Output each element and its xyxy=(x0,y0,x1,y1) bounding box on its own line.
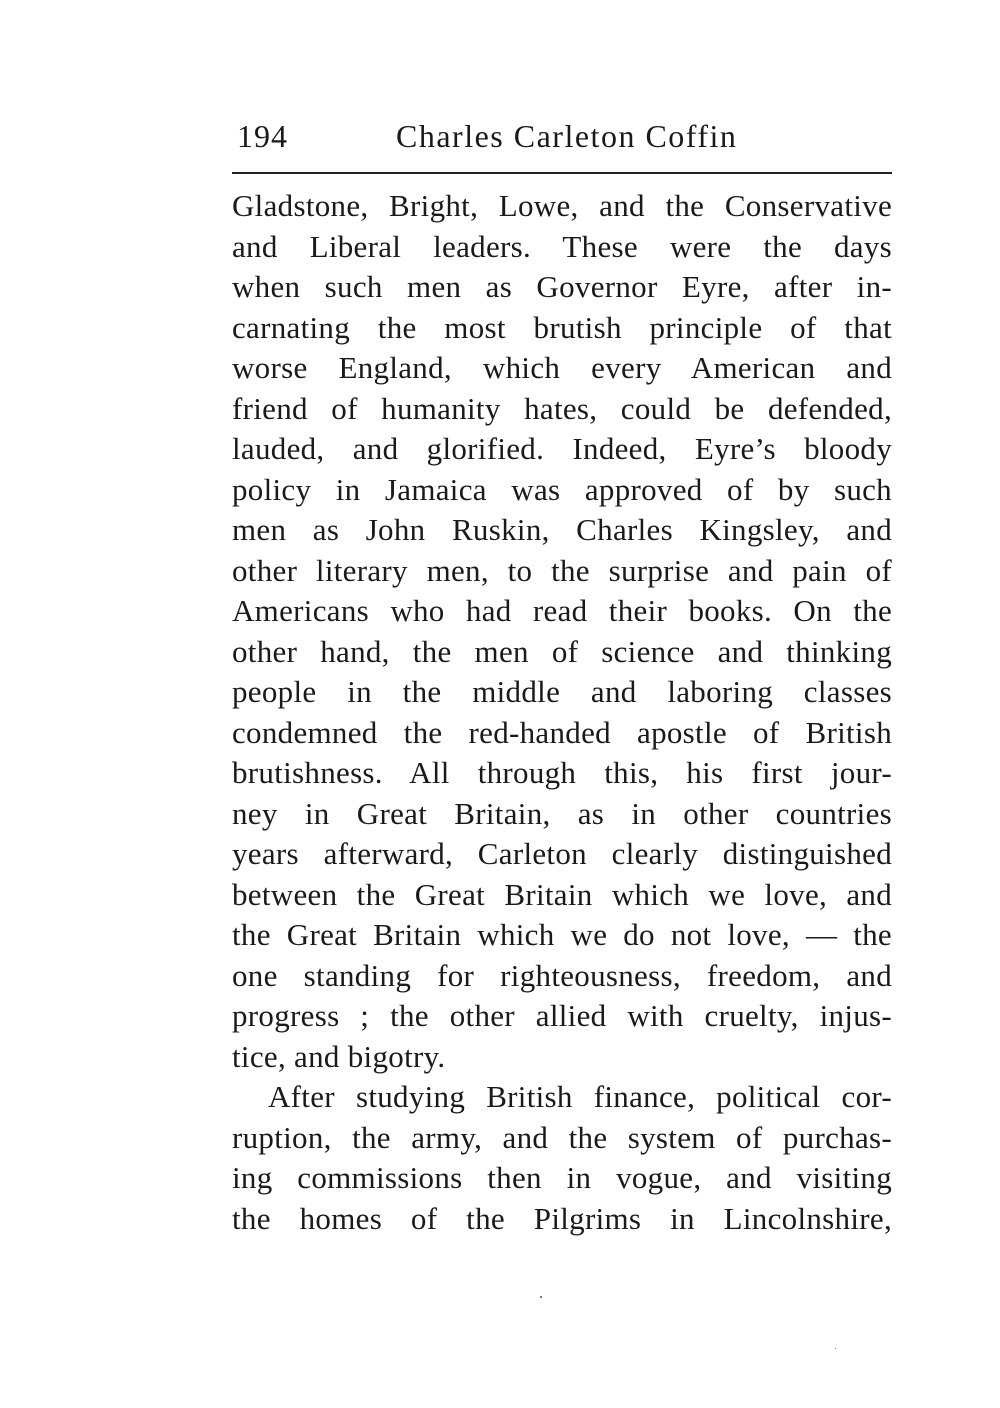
text-line: ney in Great Britain, as in other countries xyxy=(232,795,892,831)
text-line: people in the middle and laboring classes xyxy=(232,674,892,709)
text-line: Americans who had read their books. On the xyxy=(232,593,892,628)
text-line: lauded, and glorified. Indeed, Eyre’s bloody xyxy=(232,431,892,466)
text-line: brutishness. All through this, his first jour- xyxy=(232,755,892,790)
text-line: other literary men, to the surprise and pain of xyxy=(232,552,892,588)
text-line: friend of humanity hates, could be defended, xyxy=(232,390,892,426)
text-line: progress ; the other allied with cruelty, injus- xyxy=(232,998,892,1033)
paragraph-1 xyxy=(232,186,892,1077)
text-line: one standing for righteousness, freedom, and xyxy=(232,957,892,993)
text-line: carnating the most brutish principle of that xyxy=(232,309,892,345)
page-header xyxy=(232,118,892,158)
page-number: 194 xyxy=(237,118,288,154)
text-line: men as John Ruskin, Charles Kingsley, and xyxy=(232,512,892,547)
scan-speck xyxy=(835,1348,836,1349)
text-line: policy in Jamaica was approved of by such xyxy=(232,471,892,507)
text-line: between the Great Britain which we love, and xyxy=(232,876,892,912)
text-line: After studying British finance, political cor- xyxy=(268,1079,892,1114)
paragraph-2 xyxy=(232,1077,892,1239)
header-rule xyxy=(232,172,892,174)
text-line: the Great Britain which we do not love, — the xyxy=(232,917,892,952)
text-line: other hand, the men of science and thinking xyxy=(232,633,892,669)
text-line: and Liberal leaders. These were the days xyxy=(232,228,892,264)
text-line: when such men as Governor Eyre, after in- xyxy=(232,269,892,304)
text-line: worse England, which every American and xyxy=(232,350,892,385)
body-text xyxy=(232,186,892,1239)
text-line: years afterward, Carleton clearly distinguished xyxy=(232,836,892,871)
text-line: the homes of the Pilgrims in Lincolnshire, xyxy=(232,1200,892,1236)
text-line: tice, and bigotry. xyxy=(232,1038,446,1074)
text-line: ing commissions then in vogue, and visiting xyxy=(232,1160,892,1195)
running-head: Charles Carleton Coffin xyxy=(396,118,738,154)
scan-speck xyxy=(540,1296,542,1298)
text-line: Gladstone, Bright, Lowe, and the Conservative xyxy=(232,188,892,223)
text-line: ruption, the army, and the system of purchas- xyxy=(232,1119,892,1155)
text-line: condemned the red-handed apostle of British xyxy=(232,714,892,750)
